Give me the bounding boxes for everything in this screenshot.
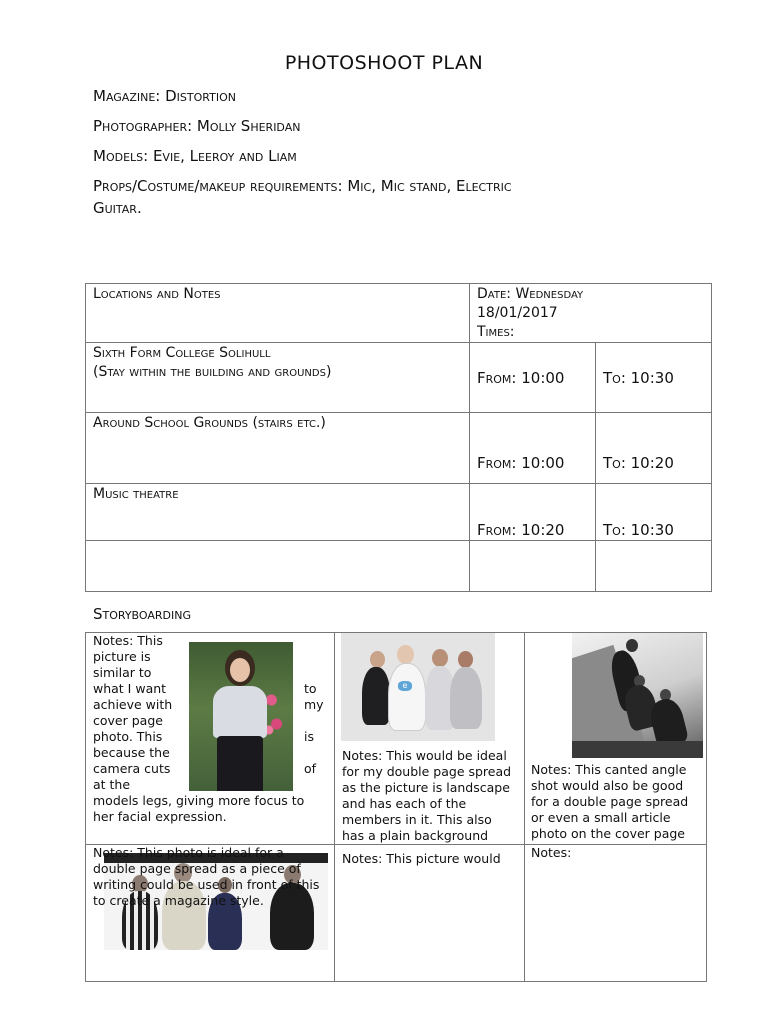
schedule-row <box>86 413 712 484</box>
location-note: (Stay within the building and grounds) <box>93 364 332 380</box>
note-line: to <box>304 681 317 696</box>
locations-header: Locations and Notes <box>86 284 470 343</box>
time-from: From: 10:20 <box>477 521 565 539</box>
storyboard-cell-2 <box>335 633 525 845</box>
storyboard-cell-3 <box>525 633 707 845</box>
schedule-row <box>86 484 712 541</box>
note-line: similar to <box>93 665 152 680</box>
note-line: photo. This <box>93 729 163 744</box>
location-name: Sixth Form College Solihull <box>93 345 271 361</box>
note-line: because the <box>93 745 170 760</box>
storyboard-table <box>85 632 707 982</box>
note-line: Notes: This picture would <box>342 851 501 866</box>
props-line-continued: Guitar. <box>93 199 142 217</box>
note-line: to create a magazine style. <box>93 893 264 908</box>
note-line: is <box>304 729 314 744</box>
note-line: models legs, giving more focus to <box>93 793 305 808</box>
note-line: of <box>304 761 317 776</box>
props-line: Props/Costume/makeup requirements: Mic, Mic stand, Electric <box>93 177 512 195</box>
note-line: cover page <box>93 713 163 728</box>
note-line: for my double page spread <box>342 764 512 779</box>
schedule-row <box>86 343 712 413</box>
time-from: From: 10:00 <box>477 368 565 387</box>
note-line: what I want <box>93 681 167 696</box>
time-to: To: 10:30 <box>603 521 674 539</box>
note-line: for a double page spread <box>531 794 689 809</box>
location-name: Around School Grounds (stairs etc.) <box>93 415 326 431</box>
note-line: Notes: This photo is ideal for a <box>93 845 284 860</box>
note-line: and has each of the <box>342 796 467 811</box>
note-line: as the picture is landscape <box>342 780 510 795</box>
note-line: Notes: This would be ideal <box>342 748 507 763</box>
magazine-line: Magazine: Distortion <box>93 87 236 105</box>
note-line: double page spread as a piece of <box>93 861 301 876</box>
note-line: her facial expression. <box>93 809 227 824</box>
note-line: achieve with <box>93 697 173 712</box>
storyboarding-heading: Storyboarding <box>93 605 192 623</box>
canted-band-photo <box>572 633 703 758</box>
note-line: picture is <box>93 649 151 664</box>
note-line: Notes: This canted angle <box>531 762 687 777</box>
note-line: my <box>304 697 324 712</box>
note-line: members in it. This also <box>342 812 492 827</box>
note-line: or even a small article <box>531 810 671 825</box>
storyboard-cell-5 <box>335 845 525 982</box>
storyboard-cell-4 <box>86 845 335 982</box>
shirt-logo: e <box>398 681 412 691</box>
note-line: writing could be used in front of this <box>93 877 320 892</box>
time-from: From: 10:00 <box>477 454 565 472</box>
time-to: To: 10:20 <box>603 454 674 472</box>
storyboard-cell-6 <box>525 845 707 982</box>
photographer-line: Photographer: Molly Sheridan <box>93 117 301 135</box>
portrait-woman-photo <box>189 642 293 791</box>
note-line: shot would also be good <box>531 778 684 793</box>
time-to: To: 10:30 <box>603 368 674 387</box>
note-line: Notes: This <box>93 633 163 648</box>
storyboard-cell-1 <box>86 633 335 845</box>
date-header: Date: Wednesday 18/01/2017 Times: <box>470 284 712 343</box>
note-line: photo on the cover page <box>531 826 685 841</box>
page-title: PHOTOSHOOT PLAN <box>284 52 484 74</box>
schedule-table <box>85 283 712 592</box>
band-group-photo <box>341 633 495 741</box>
note-line: Notes: <box>531 845 572 860</box>
note-line: at the <box>93 777 131 792</box>
location-name: Music theatre <box>93 486 179 502</box>
schedule-row-empty <box>86 541 712 592</box>
note-line: camera cuts <box>93 761 171 776</box>
models-line: Models: Evie, Leeroy and Liam <box>93 147 297 165</box>
note-line: has a plain background <box>342 828 489 843</box>
